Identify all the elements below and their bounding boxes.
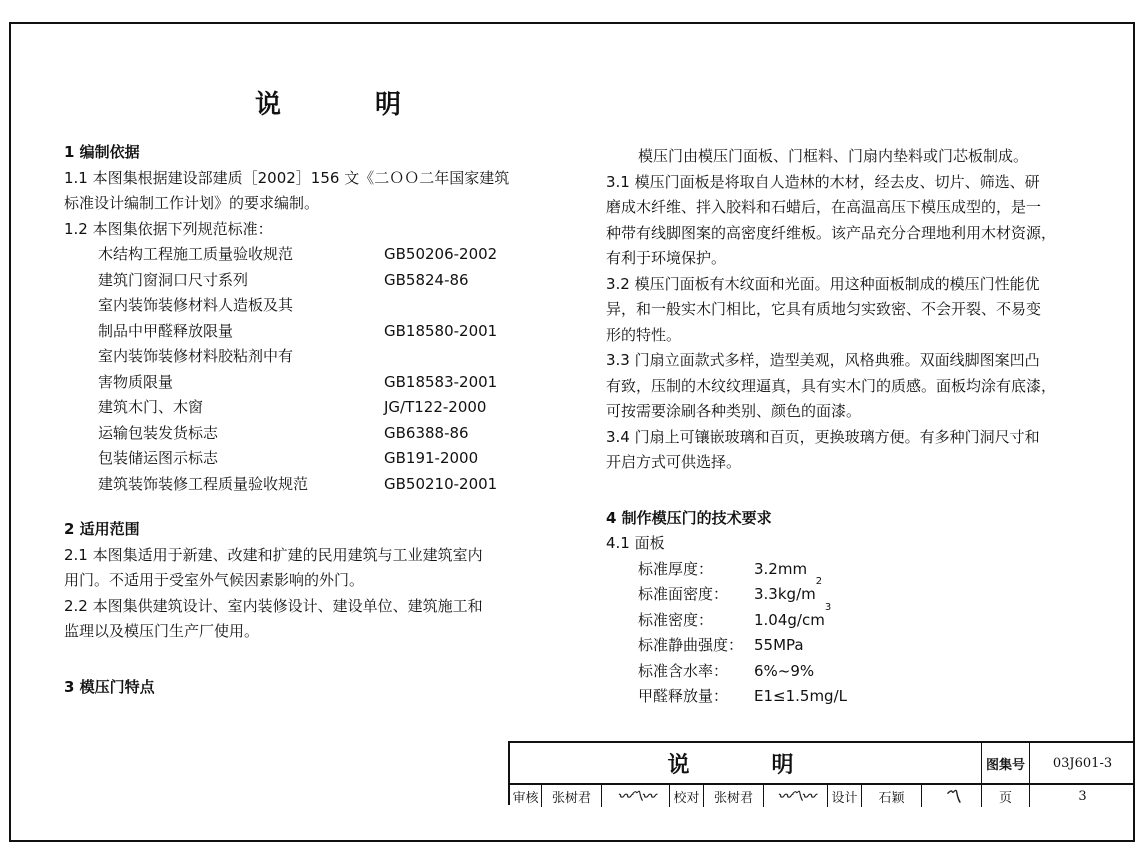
spec-row xyxy=(606,684,1106,710)
spec-row xyxy=(606,633,1106,659)
right-column xyxy=(606,144,1106,710)
title-block-title: 说 明 xyxy=(510,743,982,783)
paragraph-line: 1.2 本图集依据下列规范标准： xyxy=(64,219,273,238)
standard-row xyxy=(64,242,554,268)
checker-signature xyxy=(764,785,828,807)
check-label: 校对 xyxy=(670,785,704,807)
standard-row xyxy=(64,268,554,294)
standards-list xyxy=(64,242,554,497)
standard-name: 害物质限量 xyxy=(98,372,174,391)
review-label: 审核 xyxy=(510,785,542,807)
spec-value: 1.04g/cm xyxy=(754,610,825,629)
page-label: 页 xyxy=(982,785,1030,807)
paragraph-line: 3.4 门扇上可镶嵌玻璃和百页，更换玻璃方便。有多种门洞尺寸和 xyxy=(606,427,1040,446)
designer-name: 石颖 xyxy=(862,785,922,807)
standard-row xyxy=(64,472,554,498)
paragraph-line: 2.2 本图集供建筑设计、室内装修设计、建设单位、建筑施工和 xyxy=(64,596,483,615)
spec-value: 55MPa xyxy=(754,636,804,654)
spec-label: 标准面密度： xyxy=(638,585,729,603)
standard-code: GB18583-2001 xyxy=(384,372,498,391)
spec-value: 3.3kg/m xyxy=(754,585,816,603)
paragraph-line: 异，和一般实木门相比，它具有质地匀实致密、不会开裂、不易变 xyxy=(606,300,1042,318)
paragraph-line: 有致，压制的木纹纹理逼真，具有实木门的质感。面板均涂有底漆， xyxy=(606,376,1057,395)
paragraph-line: 种带有线脚图案的高密度纤维板。该产品充分合理地利用木材资源， xyxy=(606,223,1057,242)
section-3-heading: 3 模压门特点 xyxy=(64,677,155,696)
signature-mark: 〰〽〰 xyxy=(617,789,654,805)
standard-row xyxy=(64,421,554,447)
standard-name: 建筑装饰装修工程质量验收规范 xyxy=(98,474,309,493)
title-block-signature-row xyxy=(510,785,1135,807)
signature-mark: 〽 xyxy=(943,787,960,808)
page-title: 说 明 xyxy=(255,90,436,120)
standard-row xyxy=(64,319,554,345)
paragraph-line: 形的特性。 xyxy=(606,325,682,344)
spec-value: 3.2mm xyxy=(754,559,808,578)
signature-mark: 〰〽〰 xyxy=(777,789,814,805)
paragraph-line: 3.1 模压门面板是将取自人造林的木材，经去皮、切片、筛选、研 xyxy=(606,172,1040,191)
standard-row xyxy=(64,395,554,421)
standard-name: 建筑木门、木窗 xyxy=(98,398,204,416)
spec-sup: 3 xyxy=(824,601,832,613)
standard-code: GB5824-86 xyxy=(384,270,469,289)
standard-code: JG/T122-2000 xyxy=(384,398,487,416)
title-block-top-row xyxy=(510,743,1135,785)
paragraph-line: 标准设计编制工作计划》的要求编制。 xyxy=(64,194,320,212)
title-block xyxy=(508,741,1135,808)
spec-label: 甲醛释放量： xyxy=(638,687,729,705)
standard-row xyxy=(64,344,554,370)
spec-row xyxy=(606,601,1106,634)
section-1-heading: 1 编制依据 xyxy=(64,143,140,161)
standard-code: GB191-2000 xyxy=(384,449,479,467)
atlas-number: 03J601-3 xyxy=(1052,755,1113,771)
intro-line: 模压门由模压门面板、门框料、门扇内垫料或门芯板制成。 xyxy=(638,147,1029,165)
paragraph-line: 3.2 模压门面板有木纹面和光面。用这种面板制成的模压门性能优 xyxy=(606,274,1040,293)
section-2-heading: 2 适用范围 xyxy=(64,520,140,538)
section-4-heading: 4 制作模压门的技术要求 xyxy=(606,508,772,527)
standard-code: GB50206-2002 xyxy=(384,245,498,263)
design-label: 设计 xyxy=(828,785,862,807)
atlas-number-label: 图集号 xyxy=(982,743,1030,783)
standard-name: 室内装饰装修材料人造板及其 xyxy=(98,296,294,314)
standard-name: 室内装饰装修材料胶粘剂中有 xyxy=(98,347,294,365)
standard-name: 建筑门窗洞口尺寸系列 xyxy=(98,270,249,289)
paragraph-line: 2.1 本图集适用于新建、改建和扩建的民用建筑与工业建筑室内 xyxy=(64,545,483,564)
designer-signature xyxy=(922,785,982,807)
spec-label: 标准厚度： xyxy=(638,559,714,578)
spec-label: 标准含水率： xyxy=(638,661,729,680)
page-number: 3 xyxy=(1078,788,1087,804)
standard-name: 运输包装发货标志 xyxy=(98,423,219,442)
paragraph-line: 用门。不适用于受室外气候因素影响的外门。 xyxy=(64,571,365,589)
checker-name: 张树君 xyxy=(704,785,764,807)
standard-row xyxy=(64,293,554,319)
paragraph-line: 4.1 面板 xyxy=(606,534,665,552)
reviewer-name: 张树君 xyxy=(542,785,602,807)
spec-row xyxy=(606,557,1106,583)
spec-row xyxy=(606,659,1106,685)
reviewer-signature xyxy=(602,785,670,807)
paragraph-line: 1.1 本图集根据建设部建质［2002］156 文《二ＯＯ二年国家建筑 xyxy=(64,168,510,187)
paragraph-line: 监理以及模压门生产厂使用。 xyxy=(64,622,260,640)
standard-name: 包装储运图示标志 xyxy=(98,449,219,467)
standard-name: 制品中甲醛释放限量 xyxy=(98,321,234,340)
spec-row xyxy=(606,576,1106,608)
standard-code: GB50210-2001 xyxy=(384,474,498,493)
paragraph-line: 有利于环境保护。 xyxy=(606,249,727,267)
paragraph-line: 可按需要涂刷各种类别、颜色的面漆。 xyxy=(606,402,862,420)
spec-sup: 2 xyxy=(815,576,823,587)
standard-name: 木结构工程施工质量验收规范 xyxy=(98,245,294,263)
standard-row xyxy=(64,446,554,472)
spec-value: 6%~9% xyxy=(754,661,815,680)
left-column xyxy=(64,140,554,700)
paragraph-line: 3.3 门扇立面款式多样，造型美观，风格典雅。双面线脚图案凹凸 xyxy=(606,351,1040,369)
spec-label: 标准密度： xyxy=(638,610,714,629)
standard-code: GB18580-2001 xyxy=(384,321,498,340)
paragraph-line: 开启方式可供选择。 xyxy=(606,453,742,471)
standard-code: GB6388-86 xyxy=(384,423,469,442)
standard-row xyxy=(64,370,554,396)
spec-value: E1≤1.5mg/L xyxy=(754,687,847,705)
spec-label: 标准静曲强度： xyxy=(638,636,744,654)
paragraph-line: 磨成木纤维、拌入胶料和石蜡后，在高温高压下模压成型的，是一 xyxy=(606,198,1042,216)
